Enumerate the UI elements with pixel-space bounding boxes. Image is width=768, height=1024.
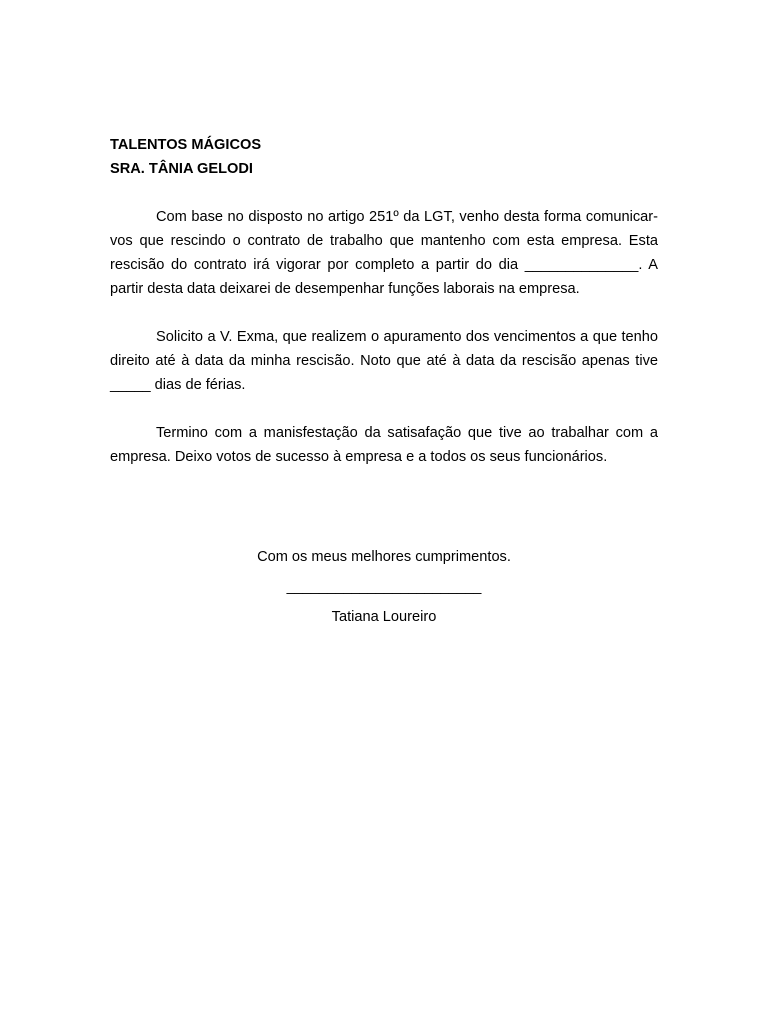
paragraph-resignation: Com base no disposto no artigo 251º da LGT, venho desta forma comunicar-vos que rescindo o contrato de trabalho que mantenho com esta empresa. Esta rescisão do contrato irá vigorar por completo a partir do dia ______________. A partir desta data deixarei de desempenhar funções laborais na empresa. [110, 209, 658, 297]
closing-block [110, 541, 658, 633]
recipient-company: TALENTOS MÁGICOS [110, 137, 262, 153]
signature-line: ________________________ [286, 579, 482, 595]
recipient-name: SRA. TÂNIA GELODI [110, 161, 253, 177]
signature-name: Tatiana Loureiro [331, 609, 437, 625]
letter-page [110, 133, 658, 633]
recipient-block [110, 133, 658, 181]
closing-text: Com os meus melhores cumprimentos. [257, 549, 511, 565]
paragraph-salary-request: Solicito a V. Exma, que realizem o apuramento dos vencimentos a que tenho direito até à data da minha rescisão. Noto que até à data da rescisão apenas tive _____ dias de férias. [110, 329, 658, 393]
paragraph-farewell: Termino com a manisfestação da satisafação que tive ao trabalhar com a empresa. Deixo votos de sucesso à empresa e a todos os seus funcionários. [110, 425, 658, 465]
